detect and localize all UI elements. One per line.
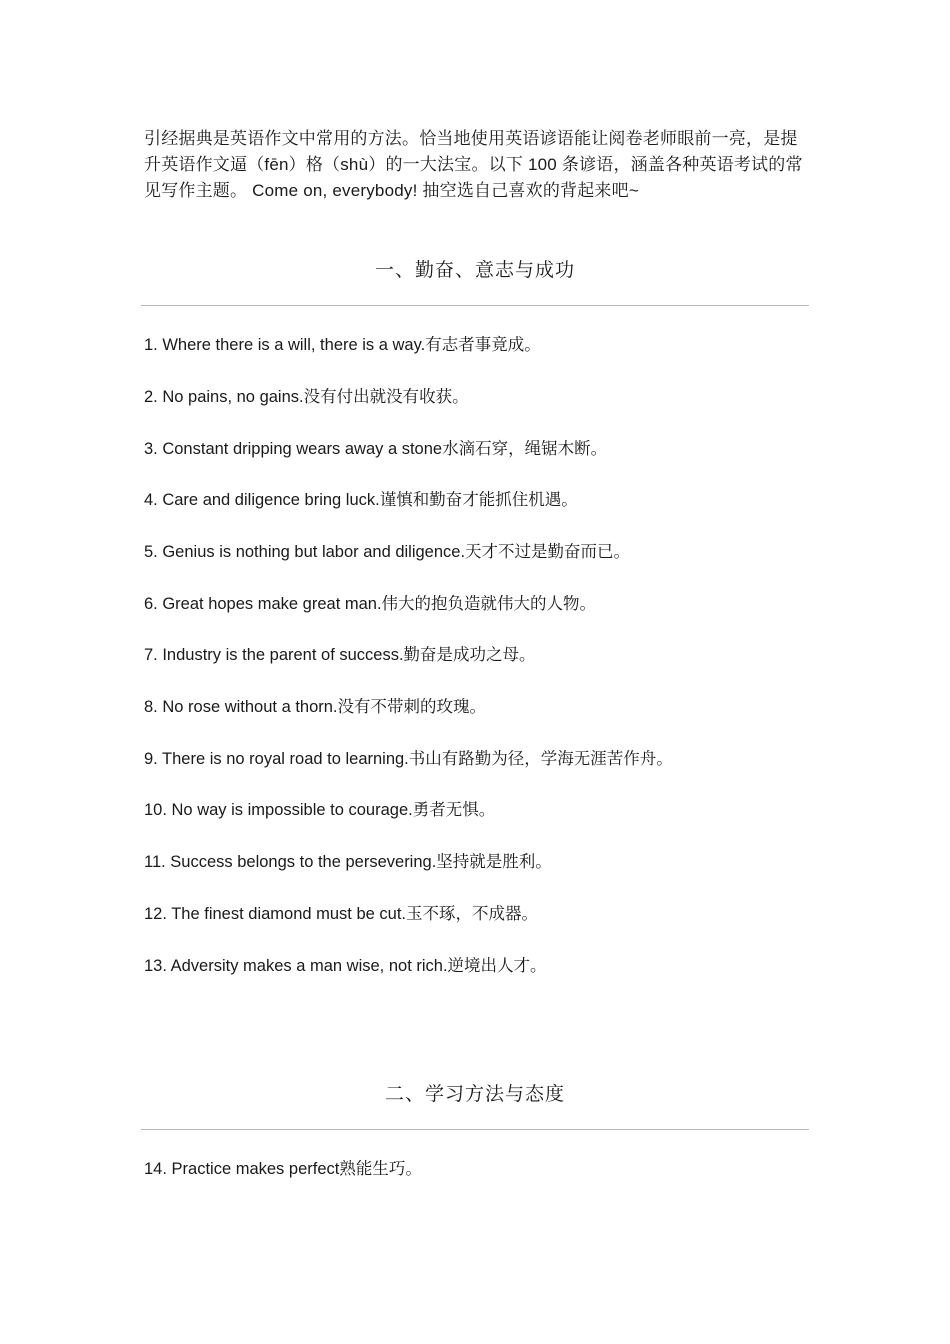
proverb-item: 7. Industry is the parent of success.勤奋是成功之母。 — [144, 646, 536, 664]
proverb-item: 8. No rose without a thorn.没有不带刺的玫瑰。 — [144, 698, 487, 716]
section-title-diligence: 一、勤奋、意志与成功 — [374, 260, 575, 281]
section-divider — [141, 1129, 809, 1130]
proverb-item: 9. There is no royal road to learning.书山有路勤为径，学海无涯苦作舟。 — [144, 750, 673, 768]
proverb-item: 3. Constant dripping wears away a stone水滴石穿，绳锯木断。 — [144, 440, 608, 458]
proverb-item: 6. Great hopes make great man.伟大的抱负造就伟大的人物。 — [144, 595, 597, 613]
proverb-item: 11. Success belongs to the persevering.坚持就是胜利。 — [144, 853, 552, 871]
proverb-item: 10. No way is impossible to courage.勇者无惧。 — [144, 801, 496, 819]
section-divider — [141, 305, 809, 306]
proverb-item: 4. Care and diligence bring luck.谨慎和勤奋才能抓住机遇。 — [144, 491, 578, 509]
proverb-item: 14. Practice makes perfect熟能生巧。 — [144, 1160, 422, 1178]
proverb-item: 5. Genius is nothing but labor and diligence.天才不过是勤奋而已。 — [144, 543, 631, 561]
proverb-item: 1. Where there is a will, there is a way.有志者事竟成。 — [144, 336, 541, 354]
proverb-item: 12. The finest diamond must be cut.玉不琢，不成器。 — [144, 905, 539, 923]
proverb-item: 2. No pains, no gains.没有付出就没有收获。 — [144, 388, 469, 406]
section-title-study-methods: 二、学习方法与态度 — [384, 1084, 565, 1105]
intro-paragraph: 引经据典是英语作文中常用的方法。恰当地使用英语谚语能让阅卷老师眼前一亮，是提升英语作文逼（fēn）格（shù）的一大法宝。以下 100 条谚语，涵盖各种英语考试的常见写作主题。 Come on, everybody! 抽空选自己喜欢的背起来吧~ — [144, 129, 803, 200]
proverb-item: 13. Adversity makes a man wise, not rich.逆境出人才。 — [144, 957, 547, 975]
